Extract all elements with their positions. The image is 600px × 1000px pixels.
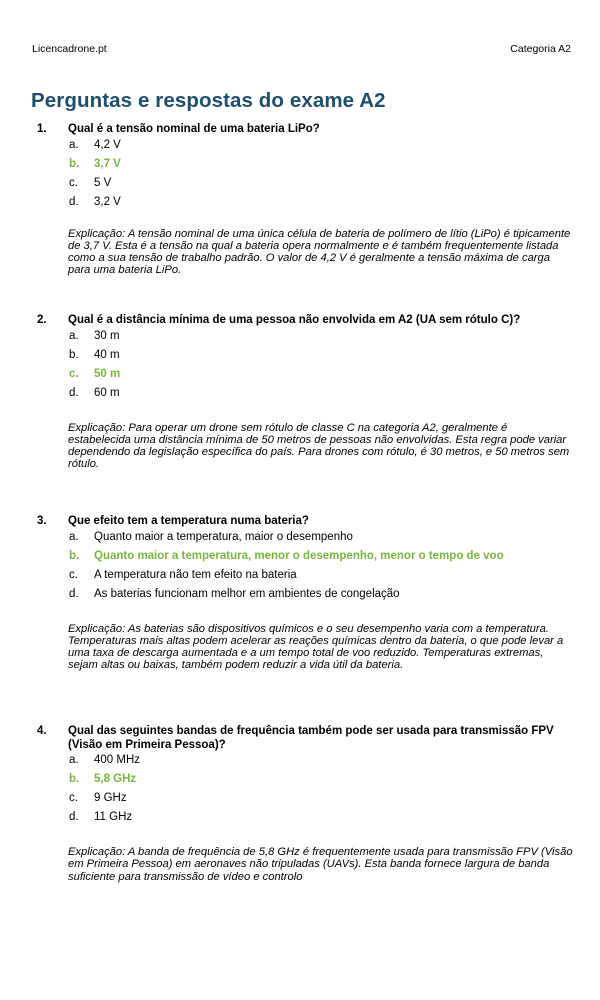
option-letter: c. [69,176,78,189]
option-d [69,586,577,605]
question-heading [37,515,577,529]
option-b [69,771,577,790]
option-text: 5,8 GHz [94,773,137,785]
option-text: 4,2 V [94,138,121,151]
option-a [69,328,577,347]
option-letter: a. [69,329,79,342]
option-text: 9 GHz [94,792,127,804]
option-c [69,567,577,586]
option-letter: a. [69,138,79,151]
option-text: 5 V [94,176,112,189]
option-letter: b. [69,348,79,361]
option-letter: b. [69,157,80,170]
option-text: 11 GHz [94,811,133,823]
question-text: Qual é a distância mínima de uma pessoa não envolvida em A2 (UA sem rótulo C)? [68,314,521,326]
option-letter: d. [69,811,79,823]
option-c [69,366,577,385]
option-d [69,194,577,213]
question-number: 1. [37,123,47,135]
option-a [69,752,577,771]
option-text: 60 m [94,386,120,399]
option-letter: a. [69,530,79,543]
option-c [69,175,577,194]
question-heading [37,314,577,328]
question-text: Qual é a tensão nominal de uma bateria LiPo? [68,123,320,135]
option-b [69,347,577,366]
option-text: 400 MHz [94,754,141,766]
option-letter: c. [69,367,79,380]
option-letter: c. [69,568,78,581]
site-name: Licencadrone.pt [32,43,107,55]
options-list [69,137,577,213]
option-d [69,809,577,828]
option-text: 3,2 V [94,195,121,208]
option-letter: d. [69,195,79,208]
explanation: Explicação: As baterias são dispositivos químicos e o seu desempenho varia com a temperatura. Temperaturas mais altas podem acelerar as reações químicas dentro da bateria, o que pode levar a uma taxa de descarga aumentada e a um tempo total de voo reduzido. Temperaturas extremas, sejam altas ou baixas, também podem reduzir a vida útil da bateria. [68,622,564,672]
question-1 [37,123,577,288]
options-list [69,328,577,404]
option-letter: c. [69,792,78,804]
option-b [69,548,577,567]
option-text: As baterias funcionam melhor em ambientes de congelação [94,587,400,600]
page-header [32,43,571,57]
question-heading [37,725,577,752]
page-title: Perguntas e respostas do exame A2 [31,89,386,112]
option-text: A temperatura não tem efeito na bateria [94,568,297,581]
option-a [69,137,577,156]
options-list [69,529,577,605]
question-3 [37,515,577,683]
option-letter: a. [69,754,79,766]
option-text: Quanto maior a temperatura, maior o desempenho [94,530,353,543]
option-letter: d. [69,386,79,399]
option-text: 40 m [94,348,120,361]
category-label: Categoria A2 [510,43,571,55]
option-text: Quanto maior a temperatura, menor o desempenho, menor o tempo de voo [94,549,504,562]
option-d [69,385,577,404]
question-number: 4. [37,725,47,737]
explanation: Explicação: Para operar um drone sem rótulo de classe C na categoria A2, geralmente é estabelecida uma distância mínima de 50 metros de pessoas não envolvidas. Esta regra pode variar dependendo da legislação específica do país. Para drones com rótulo, é 30 metros, e 50 metros sem rótulo. [68,421,570,471]
explanation: Explicação: A banda de frequência de 5,8 GHz é frequentemente usada para transmissão FPV (Visão em Primeira Pessoa) em aeronaves não tripuladas (UAVs). Esta banda fornece largura de banda suficiente para transmissão de vídeo e controlo [68,846,573,883]
option-letter: b. [69,549,80,562]
option-a [69,529,577,548]
explanation: Explicação: A tensão nominal de uma única célula de bateria de polímero de lítio (LiPo) é tipicamente de 3,7 V. Esta é a tensão na qual a bateria opera normalmente e é também frequentemente listada como a sua tensão de trabalho padrão. O valor de 4,2 V é geralmente a tensão máxima de carga para uma bateria LiPo. [68,227,571,277]
option-c [69,790,577,809]
option-text: 30 m [94,329,120,342]
question-text: Que efeito tem a temperatura numa bateria? [68,515,309,527]
question-heading [37,123,577,137]
option-text: 50 m [94,367,121,380]
question-4 [37,725,577,894]
question-2 [37,314,577,482]
option-text: 3,7 V [94,157,121,170]
option-letter: d. [69,587,79,600]
question-number: 3. [37,515,47,527]
question-number: 2. [37,314,47,326]
options-list [69,752,577,828]
question-text: Qual das seguintes bandas de frequência também pode ser usada para transmissão FPV (Visão em Primeira Pessoa)? [68,725,554,751]
option-b [69,156,577,175]
option-letter: b. [69,773,80,785]
